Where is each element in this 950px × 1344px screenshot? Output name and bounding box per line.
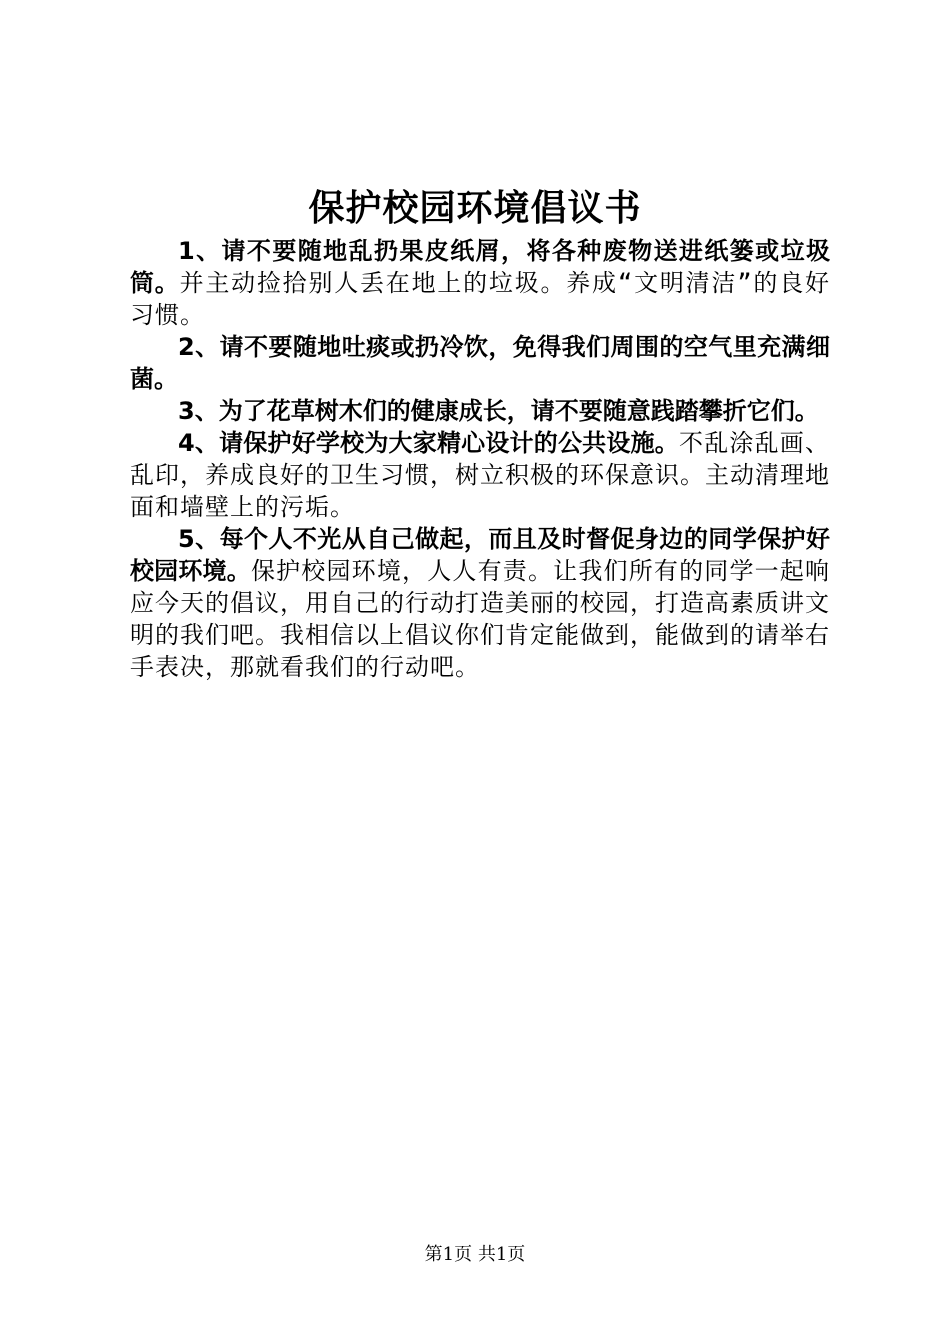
paragraph-5 (130, 524, 830, 684)
paragraph-5-rest: 保护校园环境，人人有责。让我们所有的同学一起响应今天的倡议，用自己的行动打造美丽的校园，打造高素质讲文明的我们吧。我相信以上倡议你们肯定能做到，能做到的请举右手表决，那就看我们的行动吧。 (130, 557, 831, 681)
paragraph-1 (130, 236, 830, 332)
paragraph-3-lead: 3、为了花草树木们的健康成长，请不要随意践踏攀折它们。 (178, 397, 819, 425)
document-body (130, 236, 830, 684)
paragraph-5-lead: 5、每个人不光从自己做起，而且及时督促身边的同学保护好校园环境。 (130, 525, 830, 585)
document-title: 保护校园环境倡议书 (308, 187, 642, 229)
paragraph-3 (130, 396, 830, 428)
paragraph-1-rest: 并主动捡拾别人丢在地上的垃圾。养成“文明清洁”的良好习惯。 (130, 269, 830, 329)
paragraph-4-lead: 4、请保护好学校为大家精心设计的公共设施。 (178, 429, 679, 457)
paragraph-1-lead: 1、请不要随地乱扔果皮纸屑，将各种废物送进纸篓或垃圾筒。 (130, 237, 830, 297)
paragraph-2-lead: 2、请不要随地吐痰或扔冷饮，免得我们周围的空气里充满细菌。 (130, 333, 830, 393)
paragraph-2 (130, 332, 830, 396)
paragraph-4-rest: 不乱涂乱画、乱印，养成良好的卫生习惯，树立积极的环保意识。主动清理地面和墙壁上的污垢。 (130, 429, 831, 521)
paragraph-4 (130, 428, 830, 524)
page-footer: 第1页 共1页 (424, 1244, 526, 1265)
